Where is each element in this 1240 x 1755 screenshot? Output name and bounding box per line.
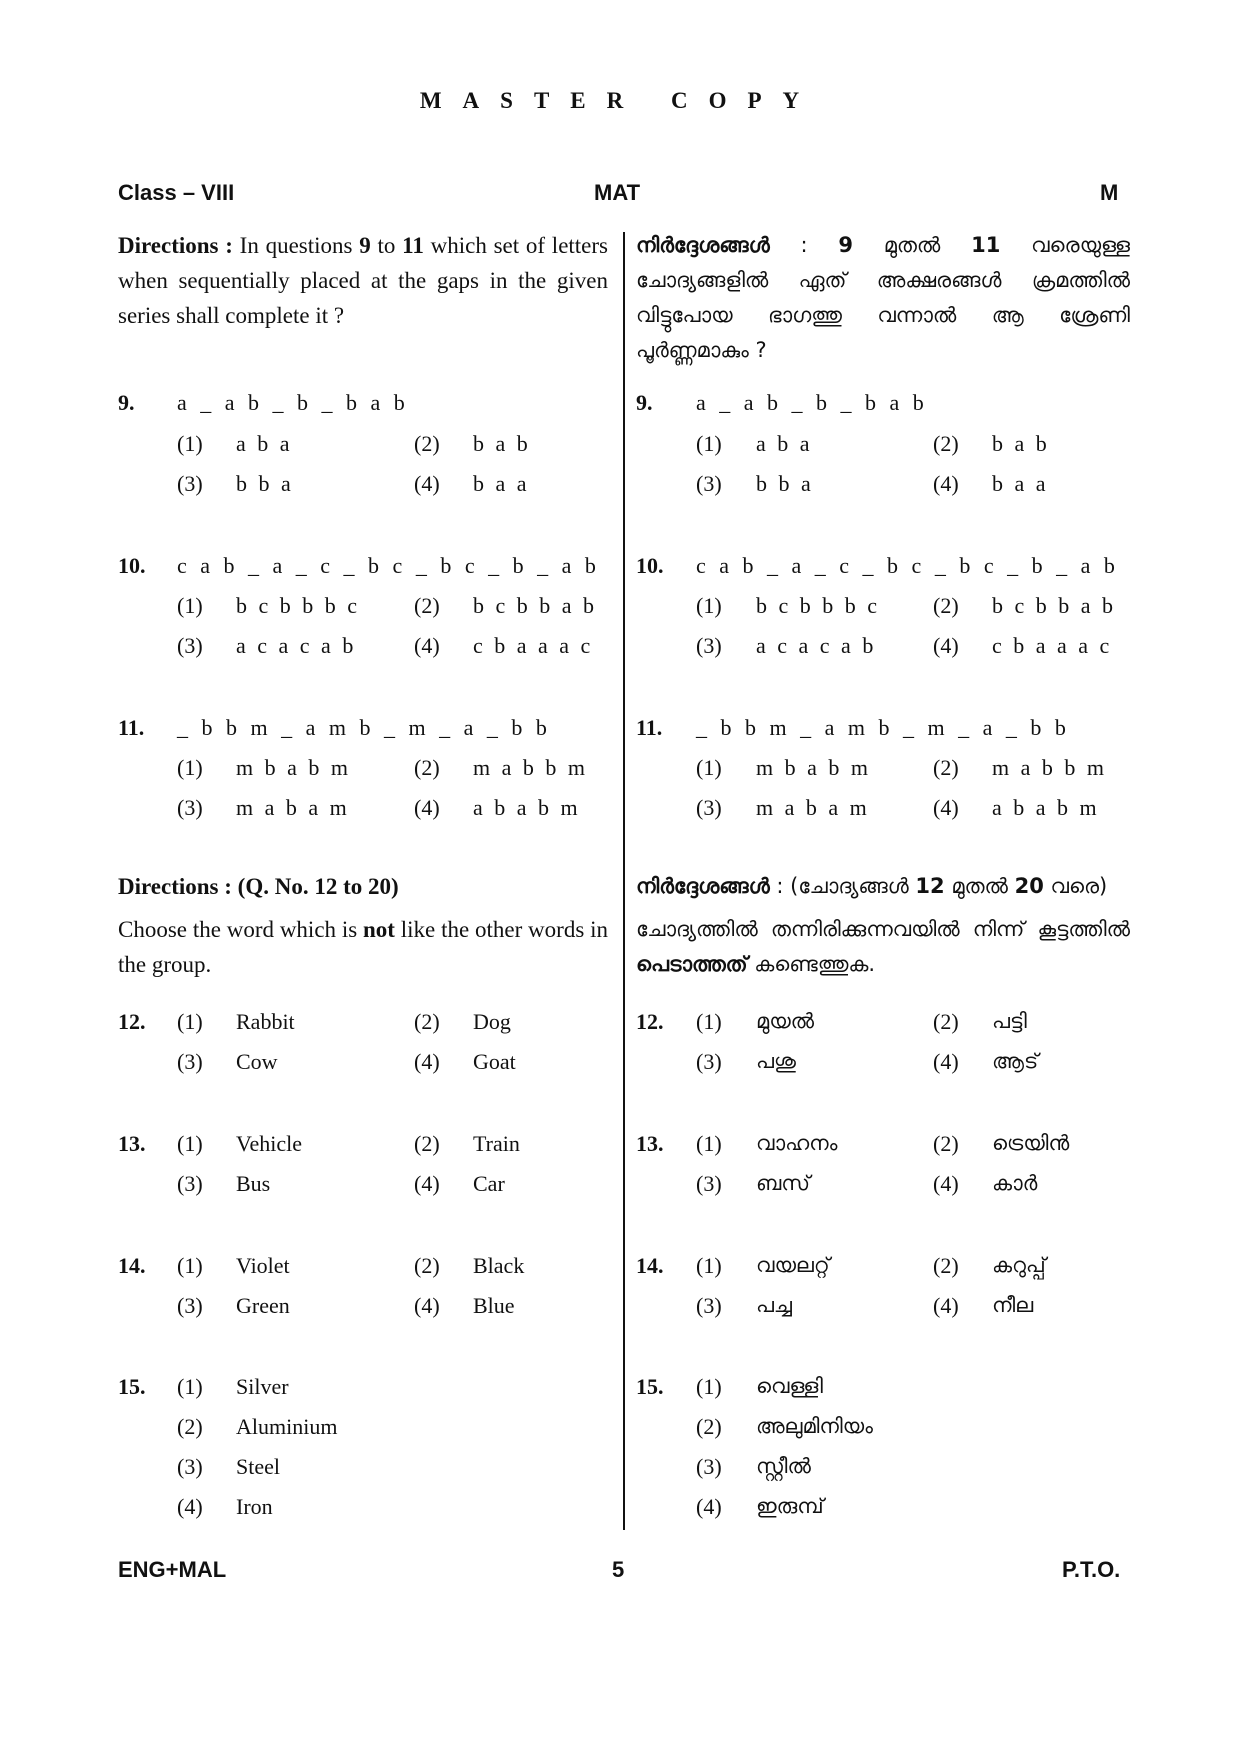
directions-number: 9 xyxy=(838,233,853,257)
directions-emphasis: പെടാത്തത് xyxy=(636,952,748,976)
option-number: (2) xyxy=(414,1009,440,1034)
option-number: (3) xyxy=(696,1171,722,1196)
option-number: (4) xyxy=(414,1171,440,1196)
option-word: Black xyxy=(473,1253,525,1278)
option-text: b a b xyxy=(992,431,1050,456)
option-word: Goat xyxy=(473,1049,516,1074)
directions-ml-q9-11 xyxy=(636,228,1130,368)
option-text: a c a c a b xyxy=(756,633,877,658)
series-text: a _ a b _ b _ b a b xyxy=(696,390,928,415)
option-number: (1) xyxy=(177,1131,203,1156)
option-number: (3) xyxy=(177,795,203,820)
directions-text: മുതൽ xyxy=(852,233,972,257)
directions-text: : (ചോദ്യങ്ങൾ xyxy=(769,874,916,898)
option-text: c b a a a c xyxy=(473,633,594,658)
option-number: (2) xyxy=(414,593,440,618)
option-text: m b a b m xyxy=(236,755,351,780)
option-text: m b a b m xyxy=(756,755,871,780)
option-number: (3) xyxy=(696,1454,722,1479)
option-number: (3) xyxy=(177,1171,203,1196)
question-number: 14. xyxy=(118,1253,146,1278)
directions-label: നിർദ്ദേശങ്ങൾ xyxy=(636,874,770,898)
directions-text: which set of letters when sequentially placed at the gaps in the given series shall complete it ? xyxy=(118,233,608,328)
question-number: 9. xyxy=(636,390,653,415)
option-text: m a b b m xyxy=(473,755,588,780)
directions-text: Choose the word which is xyxy=(118,917,363,942)
option-text: a c a c a b xyxy=(236,633,357,658)
option-word: നീല xyxy=(992,1293,1034,1317)
question-number: 15. xyxy=(636,1374,664,1399)
option-word: Train xyxy=(473,1131,520,1156)
option-number: (2) xyxy=(414,1131,440,1156)
option-text: b a b xyxy=(473,431,531,456)
option-text: a b a xyxy=(236,431,293,456)
question-number: 10. xyxy=(636,553,664,578)
option-word: ഇരുമ്പ് xyxy=(756,1494,824,1518)
option-word: Rabbit xyxy=(236,1009,295,1034)
option-number: (2) xyxy=(933,755,959,780)
option-word: കറുപ്പ് xyxy=(992,1253,1046,1277)
question-number: 15. xyxy=(118,1374,146,1399)
option-text: b c b b a b xyxy=(992,593,1117,618)
option-number: (4) xyxy=(696,1494,722,1519)
directions-label: നിർദ്ദേശങ്ങൾ xyxy=(636,233,770,257)
option-word: Bus xyxy=(236,1171,271,1196)
option-word: Car xyxy=(473,1171,505,1196)
option-word: അലുമിനിയം xyxy=(756,1414,873,1438)
series-text: _ b b m _ a m b _ m _ a _ b b xyxy=(696,715,1070,740)
option-number: (3) xyxy=(696,795,722,820)
directions-text: like the other words in the group. xyxy=(118,917,608,977)
option-number: (4) xyxy=(933,471,959,496)
option-word: Dog xyxy=(473,1009,511,1034)
option-number: (1) xyxy=(177,1009,203,1034)
option-number: (2) xyxy=(933,1009,959,1034)
option-number: (1) xyxy=(696,1374,722,1399)
option-word: വയലറ്റ് xyxy=(756,1253,830,1277)
option-number: (4) xyxy=(933,795,959,820)
option-number: (4) xyxy=(414,1049,440,1074)
question-number: 11. xyxy=(118,715,145,740)
option-number: (2) xyxy=(933,1253,959,1278)
option-text: a b a b m xyxy=(992,795,1100,820)
option-word: വാഹനം xyxy=(756,1131,838,1155)
option-number: (2) xyxy=(933,593,959,618)
option-word: Aluminium xyxy=(236,1414,338,1439)
directions-label: Directions : xyxy=(118,233,233,258)
option-number: (1) xyxy=(696,593,722,618)
option-word: വെള്ളി xyxy=(756,1374,823,1398)
option-text: a b a b m xyxy=(473,795,581,820)
subject-label: MAT xyxy=(594,180,641,205)
option-number: (3) xyxy=(177,471,203,496)
option-number: (4) xyxy=(177,1494,203,1519)
directions-text: ചോദ്യത്തിൽ തന്നിരിക്കുന്നവയിൽ നിന്ന് കൂട്ടത്തിൽ xyxy=(636,917,1130,941)
language-label: ENG+MAL xyxy=(118,1557,227,1582)
directions-number: 11 xyxy=(402,233,424,258)
question-number: 13. xyxy=(636,1131,664,1156)
page-number: 5 xyxy=(612,1557,625,1582)
series-text: c a b _ a _ c _ b c _ b c _ b _ a b xyxy=(696,553,1119,578)
option-number: (3) xyxy=(177,1049,203,1074)
directions-en-q12-20-title: Directions : (Q. No. 12 to 20) xyxy=(118,874,399,899)
class-label: Class – VIII xyxy=(118,180,235,205)
option-word: Silver xyxy=(236,1374,289,1399)
option-number: (4) xyxy=(414,795,440,820)
option-number: (1) xyxy=(696,755,722,780)
option-number: (1) xyxy=(177,755,203,780)
directions-text: to xyxy=(370,233,403,258)
option-number: (1) xyxy=(177,1253,203,1278)
option-word: കാർ xyxy=(992,1171,1038,1195)
option-number: (2) xyxy=(414,431,440,456)
option-text: b c b b b c xyxy=(756,593,881,618)
option-number: (2) xyxy=(414,755,440,780)
directions-ml-q12-20-title xyxy=(636,874,1107,899)
option-number: (2) xyxy=(177,1414,203,1439)
option-number: (3) xyxy=(696,1293,722,1318)
question-number: 13. xyxy=(118,1131,146,1156)
option-text: m a b a m xyxy=(756,795,870,820)
option-word: സ്റ്റീൽ xyxy=(756,1454,811,1478)
option-text: c b a a a c xyxy=(992,633,1113,658)
option-number: (3) xyxy=(696,1049,722,1074)
option-number: (4) xyxy=(414,471,440,496)
option-word: Vehicle xyxy=(236,1131,302,1156)
directions-text: കണ്ടെത്തുക. xyxy=(747,952,876,976)
master-copy-heading: MASTER COPY xyxy=(419,88,821,113)
question-number: 14. xyxy=(636,1253,664,1278)
directions-en-q9-11 xyxy=(118,228,608,333)
option-word: Cow xyxy=(236,1049,278,1074)
option-number: (1) xyxy=(696,1253,722,1278)
option-number: (2) xyxy=(933,431,959,456)
question-number: 11. xyxy=(636,715,663,740)
directions-number: 11 xyxy=(971,233,1001,257)
option-word: Iron xyxy=(236,1494,273,1519)
option-number: (1) xyxy=(177,593,203,618)
series-text: c a b _ a _ c _ b c _ b c _ b _ a b xyxy=(177,553,600,578)
directions-number: 20 xyxy=(1014,874,1044,898)
option-word: Steel xyxy=(236,1454,280,1479)
option-text: b a a xyxy=(473,471,530,496)
option-word: Green xyxy=(236,1293,290,1318)
option-number: (1) xyxy=(177,431,203,456)
question-number: 12. xyxy=(118,1009,146,1034)
pto-label: P.T.O. xyxy=(1062,1557,1121,1582)
option-number: (3) xyxy=(177,633,203,658)
option-word: പശു xyxy=(756,1049,796,1073)
option-text: b a a xyxy=(992,471,1049,496)
option-word: ട്രെയിൻ xyxy=(992,1131,1070,1155)
directions-number: 12 xyxy=(915,874,945,898)
option-number: (1) xyxy=(177,1374,203,1399)
question-number: 9. xyxy=(118,390,135,415)
option-number: (4) xyxy=(933,1049,959,1074)
directions-text: In questions xyxy=(232,233,360,258)
option-word: ബസ് xyxy=(756,1171,811,1195)
question-number: 10. xyxy=(118,553,146,578)
option-number: (3) xyxy=(696,633,722,658)
directions-text: വരെയുള്ള ചോദ്യങ്ങളിൽ ഏത് അക്ഷരങ്ങൾ ക്രമത്തിൽ വിട്ടുപോയ ഭാഗത്തു വന്നാൽ ആ ശ്രേണി പൂർണ്ണമാകും ? xyxy=(636,233,1130,362)
option-number: (4) xyxy=(933,1293,959,1318)
option-text: b b a xyxy=(756,471,814,496)
option-number: (4) xyxy=(933,633,959,658)
series-text: a _ a b _ b _ b a b xyxy=(177,390,409,415)
directions-emphasis: not xyxy=(363,917,395,942)
option-number: (3) xyxy=(696,471,722,496)
option-number: (3) xyxy=(177,1454,203,1479)
option-number: (1) xyxy=(696,1131,722,1156)
option-number: (4) xyxy=(414,1293,440,1318)
option-number: (1) xyxy=(696,1009,722,1034)
option-word: പച്ച xyxy=(756,1293,792,1317)
option-word: Violet xyxy=(236,1253,290,1278)
directions-text: മുതൽ xyxy=(944,874,1015,898)
option-number: (2) xyxy=(933,1131,959,1156)
question-number: 12. xyxy=(636,1009,664,1034)
directions-text: : xyxy=(769,233,839,257)
directions-number: 9 xyxy=(359,233,371,258)
directions-en-q12-20-body xyxy=(118,912,608,982)
option-text: b c b b b c xyxy=(236,593,361,618)
column-divider xyxy=(623,232,625,1530)
option-number: (4) xyxy=(414,633,440,658)
series-text: _ b b m _ a m b _ m _ a _ b b xyxy=(177,715,551,740)
option-word: ആട് xyxy=(992,1049,1039,1073)
option-text: m a b a m xyxy=(236,795,350,820)
option-text: m a b b m xyxy=(992,755,1107,780)
version-code: M xyxy=(1100,180,1119,205)
option-text: b b a xyxy=(236,471,294,496)
option-text: b c b b a b xyxy=(473,593,598,618)
directions-text: വരെ) xyxy=(1043,874,1108,898)
option-text: a b a xyxy=(756,431,813,456)
option-number: (2) xyxy=(414,1253,440,1278)
option-word: പട്ടി xyxy=(992,1009,1027,1033)
option-word: മുയൽ xyxy=(756,1009,815,1033)
option-number: (3) xyxy=(177,1293,203,1318)
option-number: (1) xyxy=(696,431,722,456)
directions-ml-q12-20-body xyxy=(636,912,1130,982)
option-number: (2) xyxy=(696,1414,722,1439)
option-word: Blue xyxy=(473,1293,515,1318)
option-number: (4) xyxy=(933,1171,959,1196)
